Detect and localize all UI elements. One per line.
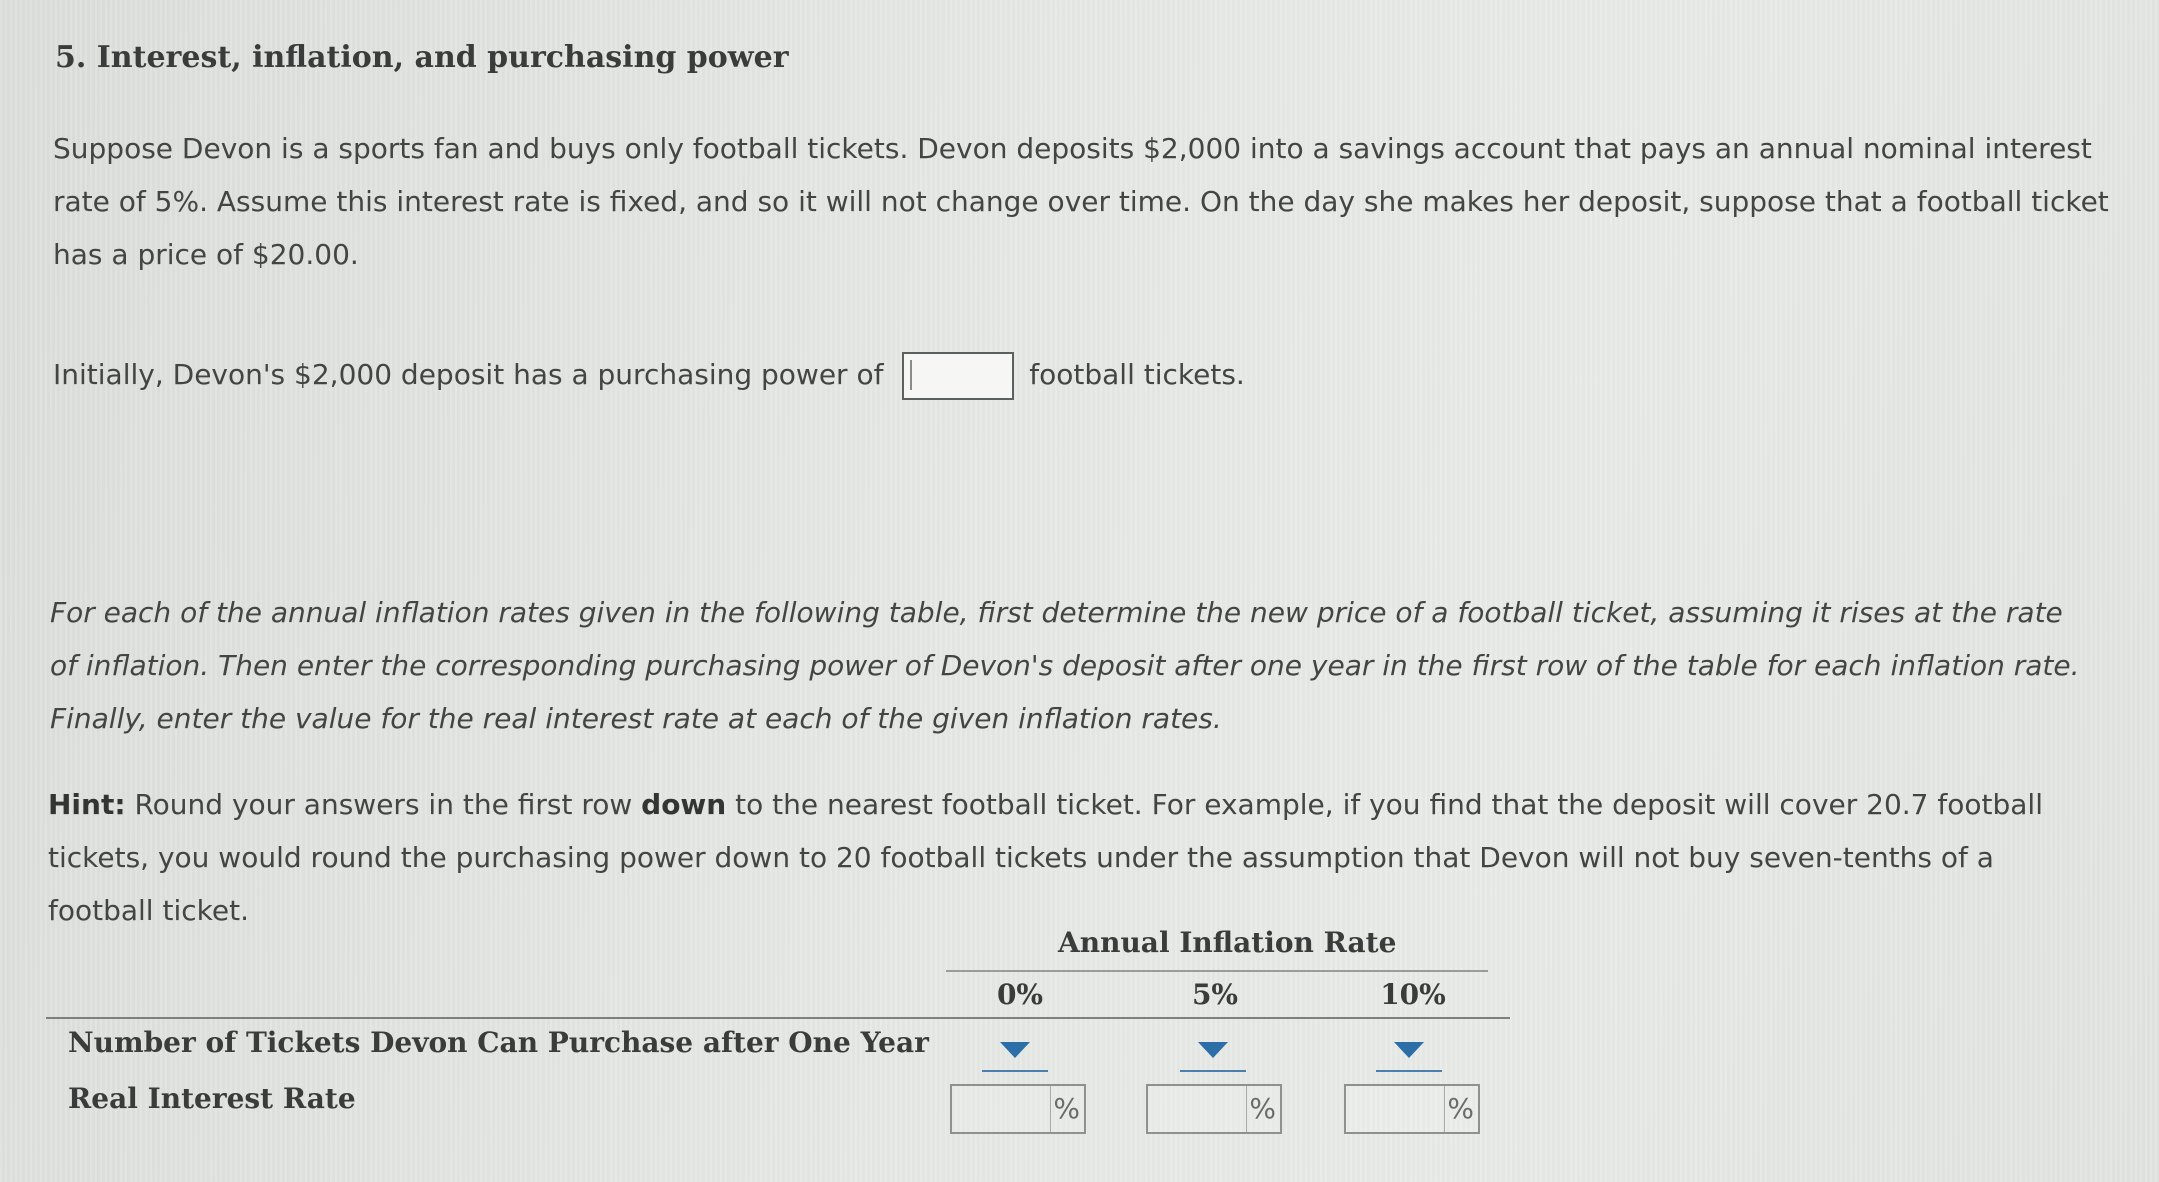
text-cursor <box>910 360 912 390</box>
tickets-dropdown-0pct[interactable] <box>982 1038 1048 1072</box>
real-rate-box-0pct <box>950 1084 1086 1134</box>
dropdown-underline <box>1376 1070 1442 1072</box>
column-header-0pct: 0% <box>996 978 1044 1011</box>
tickets-dropdown-5pct[interactable] <box>1180 1038 1246 1072</box>
column-header-10pct: 10% <box>1380 978 1446 1011</box>
question-title: 5. Interest, inflation, and purchasing power <box>55 40 789 75</box>
initial-text-before: Initially, Devon's $2,000 deposit has a purchasing power of <box>53 358 884 391</box>
row-label-real-rate: Real Interest Rate <box>68 1082 356 1115</box>
table-header-rule <box>946 970 1488 972</box>
instructions-paragraph: For each of the annual inflation rates given in the following table, first determine the new price of a football ticket, assuming it rises at the rate of inflation. Then enter the corresponding purchasing power of Devon's deposit after one year in the first row of the table for each inflation rate. Finally, enter the value for the real interest rate at each of the given inflation rates. <box>50 596 2080 735</box>
real-rate-input-5pct[interactable] <box>1148 1086 1247 1132</box>
percent-unit: % <box>1249 1092 1276 1125</box>
percent-unit: % <box>1053 1092 1080 1125</box>
hint-text-2: to the nearest football ticket. For example, if you find that the deposit will cover 20.7 football tickets, you would round the purchasing power down to 20 football tickets under the assumption that Devon will not buy seven-tenths of a football ticket. <box>48 788 2043 927</box>
real-rate-input-0pct[interactable] <box>952 1086 1051 1132</box>
chevron-down-icon <box>1394 1042 1424 1058</box>
real-rate-input-10pct[interactable] <box>1346 1086 1445 1132</box>
tickets-dropdown-10pct[interactable] <box>1376 1038 1442 1072</box>
dropdown-underline <box>1180 1070 1246 1072</box>
hint-bold-word: down <box>641 788 727 821</box>
hint-text-1: Round your answers in the first row <box>134 788 633 821</box>
real-rate-box-10pct <box>1344 1084 1480 1134</box>
hint-label: Hint: <box>48 788 126 821</box>
percent-unit: % <box>1447 1092 1474 1125</box>
initial-purchasing-power-sentence <box>53 348 2113 401</box>
intro-paragraph: Suppose Devon is a sports fan and buys only football tickets. Devon deposits $2,000 into a savings account that pays an annual nominal interest rate of 5%. Assume this interest rate is fixed, and so it will not change over time. On the day she makes her deposit, suppose that a football ticket has a price of $20.00. <box>53 132 2109 271</box>
initial-text-after: football tickets. <box>1029 358 1245 391</box>
column-header-5pct: 5% <box>1191 978 1239 1011</box>
dropdown-underline <box>982 1070 1048 1072</box>
chevron-down-icon <box>1000 1042 1030 1058</box>
chevron-down-icon <box>1198 1042 1228 1058</box>
table-divider <box>46 1017 1510 1019</box>
hint-paragraph <box>48 778 2108 937</box>
row-label-tickets: Number of Tickets Devon Can Purchase after One Year <box>68 1026 929 1059</box>
real-rate-box-5pct <box>1146 1084 1282 1134</box>
table-header: Annual Inflation Rate <box>1058 926 1397 959</box>
initial-tickets-input[interactable] <box>902 352 1014 400</box>
